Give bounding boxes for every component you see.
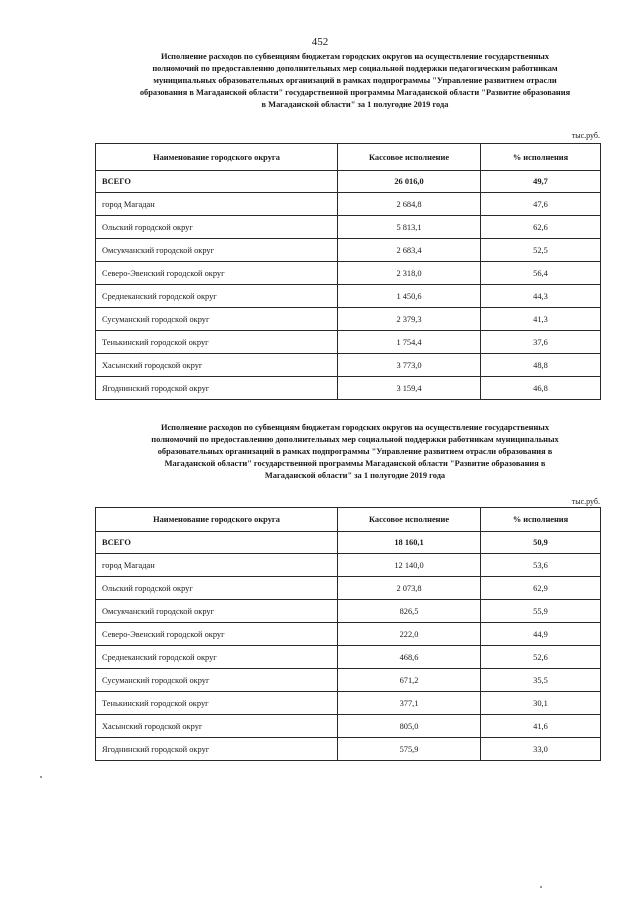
- section2-table: [95, 507, 601, 761]
- district-name: город Магадан: [96, 554, 338, 577]
- district-name: Сусуманский городской округ: [96, 669, 338, 692]
- page-number: 452: [311, 36, 329, 48]
- district-amount: 377,1: [338, 692, 481, 715]
- units-label: тыс.руб.: [571, 131, 600, 140]
- title-line: Исполнение расходов по субвенциям бюджетам городских округов на осуществление государственных: [160, 52, 550, 61]
- district-name: Тенькинский городской округ: [96, 692, 338, 715]
- table-row: [96, 377, 601, 400]
- table-row: [96, 285, 601, 308]
- column-header-percent: % исполнения: [481, 508, 601, 532]
- table-row: [96, 669, 601, 692]
- district-name: Северо-Эвенский городской округ: [96, 623, 338, 646]
- district-amount: 3 159,4: [338, 377, 481, 400]
- total-percent: 49,7: [481, 171, 601, 193]
- column-header-amount: Кассовое исполнение: [338, 508, 481, 532]
- district-name: Хасынский городской округ: [96, 354, 338, 377]
- district-amount: 1 754,4: [338, 331, 481, 354]
- district-percent: 55,9: [481, 600, 601, 623]
- section2-title: [110, 422, 600, 482]
- column-header-amount: Кассовое исполнение: [338, 144, 481, 171]
- title-line: образовательных организаций в рамках подпрограммы "Управление развитием отрасли образования в: [157, 447, 553, 456]
- district-percent: 62,6: [481, 216, 601, 239]
- district-amount: 468,6: [338, 646, 481, 669]
- district-amount: 3 773,0: [338, 354, 481, 377]
- district-percent: 33,0: [481, 738, 601, 761]
- scan-speck: [40, 776, 42, 778]
- district-amount: 805,0: [338, 715, 481, 738]
- district-percent: 35,5: [481, 669, 601, 692]
- district-amount: 5 813,1: [338, 216, 481, 239]
- district-percent: 62,9: [481, 577, 601, 600]
- section1-table: [95, 143, 601, 400]
- district-percent: 44,3: [481, 285, 601, 308]
- total-amount: 26 016,0: [338, 171, 481, 193]
- title-line: полномочий по предоставлению дополнительных мер социальной поддержки работникам муниципальных: [151, 435, 559, 444]
- district-percent: 56,4: [481, 262, 601, 285]
- district-name: Сусуманский городской округ: [96, 308, 338, 331]
- district-amount: 2 684,8: [338, 193, 481, 216]
- scan-speck: [540, 886, 542, 888]
- table-row: [96, 308, 601, 331]
- district-percent: 41,3: [481, 308, 601, 331]
- table-row: [96, 262, 601, 285]
- district-amount: 2 073,8: [338, 577, 481, 600]
- units-label: тыс.руб.: [571, 497, 600, 506]
- district-amount: 671,2: [338, 669, 481, 692]
- district-name: Омсукчанский городской округ: [96, 600, 338, 623]
- district-amount: 12 140,0: [338, 554, 481, 577]
- district-percent: 52,5: [481, 239, 601, 262]
- title-line: муниципальных образовательных организаций в рамках подпрограммы "Управление развитием отрасли: [153, 76, 557, 85]
- table-row: [96, 577, 601, 600]
- district-name: Ягоднинский городской округ: [96, 738, 338, 761]
- table-row: [96, 692, 601, 715]
- table-row: [96, 623, 601, 646]
- district-amount: 1 450,6: [338, 285, 481, 308]
- district-name: Среднеканский городской округ: [96, 646, 338, 669]
- section1-title: [110, 51, 600, 111]
- district-name: Среднеканский городской округ: [96, 285, 338, 308]
- title-line: полномочий по предоставлению дополнительных мер социальной поддержки педагогическим работникам: [152, 64, 558, 73]
- table-row: [96, 554, 601, 577]
- total-amount: 18 160,1: [338, 532, 481, 554]
- district-name: Северо-Эвенский городской округ: [96, 262, 338, 285]
- table-row: [96, 216, 601, 239]
- title-line: Магаданской области" за 1 полугодие 2019 года: [264, 471, 446, 480]
- district-name: Ольский городской округ: [96, 216, 338, 239]
- district-name: город Магадан: [96, 193, 338, 216]
- table-row: [96, 600, 601, 623]
- table-total-row: [96, 532, 601, 554]
- district-amount: 575,9: [338, 738, 481, 761]
- table-header-row: [96, 144, 601, 171]
- district-percent: 30,1: [481, 692, 601, 715]
- district-name: Хасынский городской округ: [96, 715, 338, 738]
- district-percent: 53,6: [481, 554, 601, 577]
- district-percent: 52,6: [481, 646, 601, 669]
- district-name: Ольский городской округ: [96, 577, 338, 600]
- table-header-row: [96, 508, 601, 532]
- total-label: ВСЕГО: [96, 532, 338, 554]
- district-amount: 222,0: [338, 623, 481, 646]
- column-header-name: Наименование городского округа: [96, 144, 338, 171]
- title-line: образования в Магаданской области" государственной программы Магаданской области "Развитие образования: [139, 88, 571, 97]
- title-line: Исполнение расходов по субвенциям бюджетам городских округов на осуществление государственных: [160, 423, 550, 432]
- table-row: [96, 738, 601, 761]
- total-label: ВСЕГО: [96, 171, 338, 193]
- district-amount: 826,5: [338, 600, 481, 623]
- district-percent: 37,6: [481, 331, 601, 354]
- district-percent: 47,6: [481, 193, 601, 216]
- title-line: в Магаданской области" за 1 полугодие 2019 года: [261, 100, 449, 109]
- column-header-percent: % исполнения: [481, 144, 601, 171]
- table-total-row: [96, 171, 601, 193]
- district-percent: 48,8: [481, 354, 601, 377]
- table-row: [96, 239, 601, 262]
- table-row: [96, 715, 601, 738]
- district-percent: 41,6: [481, 715, 601, 738]
- district-percent: 44,9: [481, 623, 601, 646]
- title-line: Магаданской области" государственной программы Магаданской области "Развитие образования в: [164, 459, 546, 468]
- column-header-name: Наименование городского округа: [96, 508, 338, 532]
- district-amount: 2 683,4: [338, 239, 481, 262]
- district-name: Ягоднинский городской округ: [96, 377, 338, 400]
- table-row: [96, 193, 601, 216]
- district-amount: 2 318,0: [338, 262, 481, 285]
- total-percent: 50,9: [481, 532, 601, 554]
- table-row: [96, 646, 601, 669]
- district-name: Тенькинский городской округ: [96, 331, 338, 354]
- table-row: [96, 354, 601, 377]
- district-name: Омсукчанский городской округ: [96, 239, 338, 262]
- district-amount: 2 379,3: [338, 308, 481, 331]
- district-percent: 46,8: [481, 377, 601, 400]
- table-row: [96, 331, 601, 354]
